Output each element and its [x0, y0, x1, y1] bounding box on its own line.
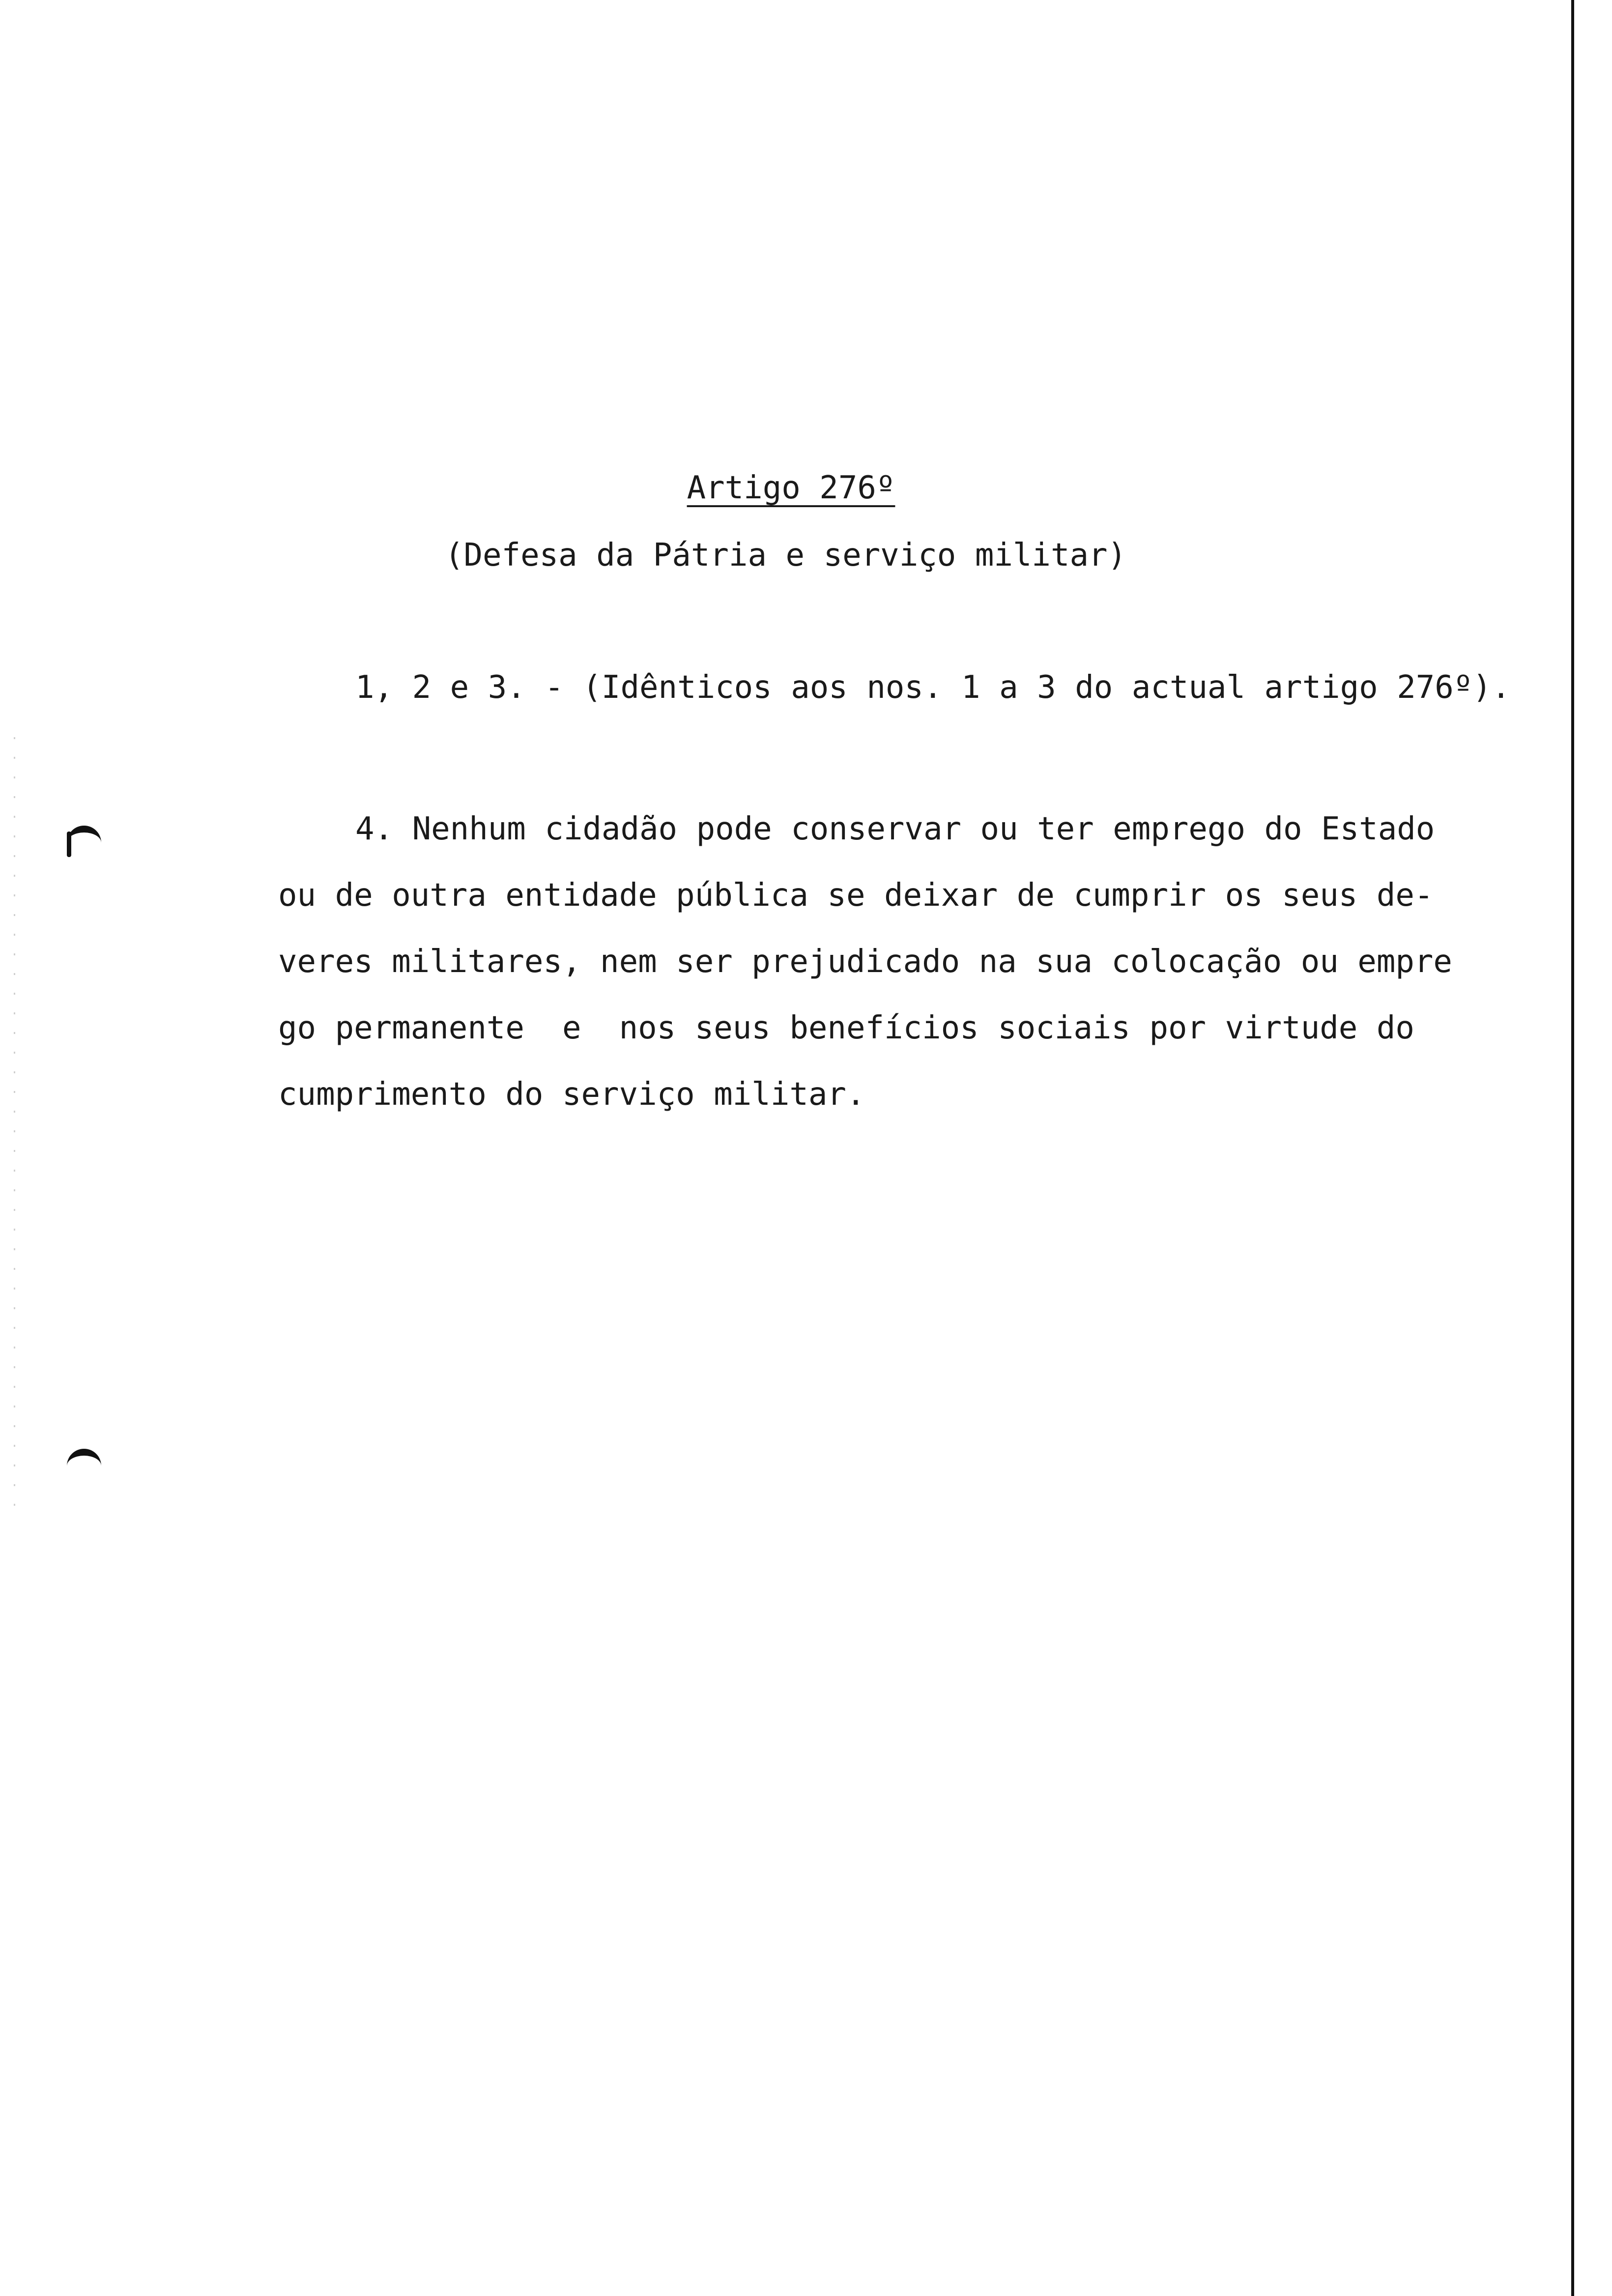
binder-hole-mark-top — [67, 826, 101, 852]
article-title-text: Artigo 276º — [687, 470, 895, 506]
scan-margin-dots — [14, 737, 15, 1523]
paragraph-4-line: cumprimento do serviço militar. — [278, 1076, 865, 1113]
article-subtitle: (Defesa da Pátria e serviço militar) — [444, 537, 1127, 574]
paragraph-4 — [278, 796, 1497, 1128]
paragraph-4-line: 4. Nenhum cidadão pode conservar ou ter emprego do Estado — [355, 811, 1435, 847]
binder-hole-mark-bottom — [67, 1449, 101, 1475]
paragraph-4-line: ou de outra entidade pública se deixar de cumprir os seus de- — [278, 877, 1434, 914]
paragraph-1-3: 1, 2 e 3. - (Idênticos aos nos. 1 a 3 do actual artigo 276º). — [355, 669, 1511, 706]
paragraph-4-line: veres militares, nem ser prejudicado na sua colocação ou empre — [278, 944, 1452, 980]
paragraph-4-line: go permanente e nos seus benefícios sociais por virtude do — [278, 1010, 1414, 1046]
article-title — [0, 466, 1571, 510]
page-right-margin — [1574, 0, 1612, 2296]
